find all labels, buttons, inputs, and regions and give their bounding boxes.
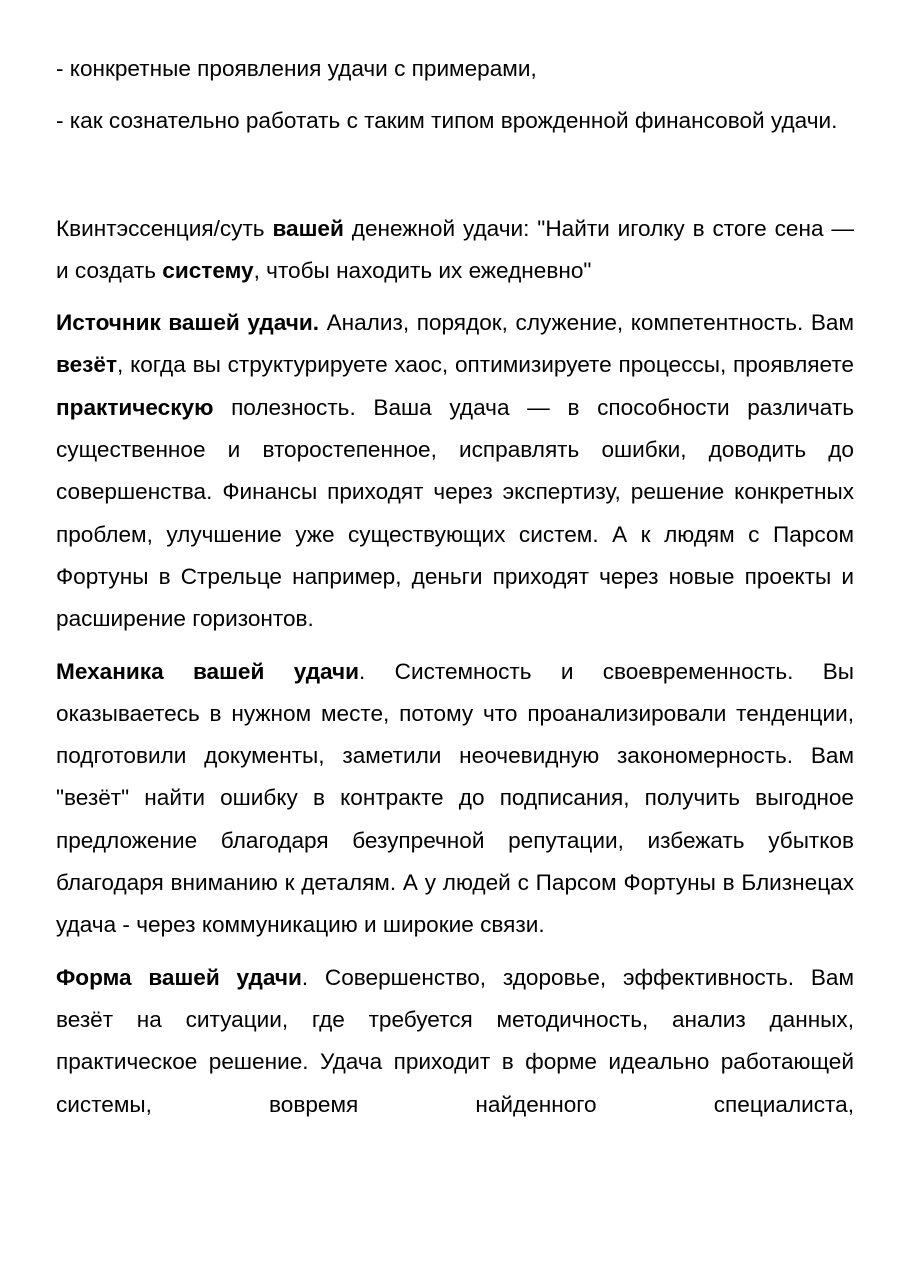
quintessence-text-1: Квинтэссенция/суть — [56, 215, 273, 241]
source-heading: Источник вашей удачи. — [56, 310, 319, 336]
source-paragraph — [56, 302, 854, 640]
list-item-conscious-work: - как сознательно работать с таким типом врожденной финансовой удачи. — [56, 108, 838, 134]
quintessence-bold-2: систему — [162, 257, 254, 283]
source-text-1: Анализ, порядок, служение, компетентность. Вам — [319, 310, 854, 336]
form-text: . Совершенство, здоровье, эффективность. Вам везёт на ситуации, где требуется методичность, анализ данных, практическое решение. Удача приходит в форме идеально работающей системы, вовремя найденного специалиста, — [56, 964, 854, 1117]
quintessence-text-3: , чтобы находить их ежедневно" — [253, 257, 592, 283]
form-paragraph — [56, 957, 854, 1126]
form-heading: Форма вашей удачи — [56, 964, 302, 990]
source-bold-2: практическую — [56, 394, 214, 420]
source-bold-1: везёт — [56, 352, 118, 378]
mechanics-paragraph — [56, 651, 854, 947]
source-text-3: полезность. Ваша удача — в способности различать существенное и второстепенное, исправлять ошибки, доводить до совершенства. Финансы приходят через экспертизу, решение конкретных проблем, улучшение уже существующих систем. А к людям с Парсом Фортуны в Стрельце например, деньги приходят через новые проекты и расширение горизонтов. — [56, 394, 854, 632]
mechanics-heading: Механика вашей удачи — [56, 658, 360, 684]
spacer — [56, 143, 854, 208]
quintessence-paragraph — [56, 208, 854, 293]
source-text-2: , когда вы структурируете хаос, оптимизируете процессы, проявляете — [117, 352, 854, 378]
quintessence-bold-1: вашей — [272, 215, 344, 241]
document-page — [56, 48, 854, 1126]
list-item-manifestations: - конкретные проявления удачи с примерами, — [56, 56, 537, 81]
mechanics-text: . Системность и своевременность. Вы оказываетесь в нужном месте, потому что проанализировали тенденции, подготовили документы, заметили неочевидную закономерность. Вам "везёт" найти ошибку в контракте до подписания, получить выгодное предложение благодаря безупречной репутации, избежать убытков благодаря вниманию к деталям. А у людей с Парсом Фортуны в Близнецах удача - через коммуникацию и широкие связи. — [56, 658, 854, 938]
quintessence-text-2: денежной удачи: "Найти иголку в стоге сена — и создать — [56, 215, 854, 283]
